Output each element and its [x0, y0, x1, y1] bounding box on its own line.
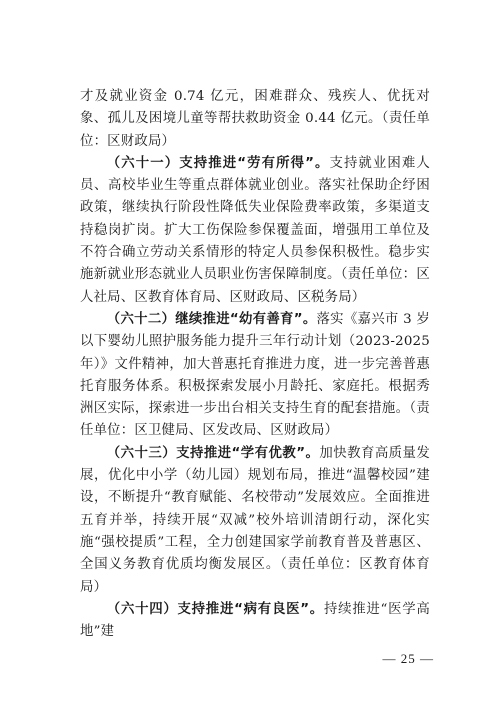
paragraph-text: 加快教育高质量发展，优化中小学（幼儿园）规划布局，推进“温馨校园”建设，不断提升“教育赋能、名校带动”发展效应。全面推进五育并举，持续开展“双减”校外培训清朗行动，深化实施“强校提质”工程，全力创建国家学前教育普及普惠区、全国义务教育优质均衡发展区。（责任单位：区教育体育局）: [80, 445, 430, 595]
document-body: [80, 86, 430, 643]
paragraph-text: 持续推进“医学高地”建: [80, 601, 430, 640]
section-heading: （六十四）支持推进“病有良医”。: [106, 601, 324, 617]
paragraph-section-62: [80, 309, 430, 443]
section-heading: （六十三）支持推进“学有优教”。: [106, 445, 320, 461]
paragraph-text: 才及就业资金 0.74 亿元，困难群众、残疾人、优抚对象、孤儿及困境儿童等帮扶救助资金 0.44 亿元。（责任单位：区财政局）: [80, 89, 430, 149]
paragraph-text: 落实《嘉兴市 3 岁以下婴幼儿照护服务能力提升三年行动计划（2023-2025 年）》文件精神，加大普惠托育推进力度，进一步完善普惠托育服务体系。积极探索发展小月龄托、家庭托。根据秀洲区实际，探索进一步出台相关支持生育的配套措施。（责任单位：区卫健局、区发改局、区财政局）: [80, 311, 430, 439]
paragraph-section-63: [80, 443, 430, 599]
section-heading: （六十一）支持推进“劳有所得”。: [106, 155, 330, 171]
paragraph-section-64: [80, 599, 430, 644]
paragraph-text: 支持就业困难人员、高校毕业生等重点群体就业创业。落实社保助企纾困政策，继续执行阶段性降低失业保险费率政策，多渠道支持稳岗扩岗。扩大工伤保险参保覆盖面，增强用工单位及不符合确立劳动关系情形的特定人员参保积极性。稳步实施新就业形态就业人员职业伤害保障制度。（责任单位：区人社局、区教育体育局、区财政局、区税务局）: [80, 155, 430, 305]
section-heading: （六十二）继续推进“幼有善育”。: [106, 311, 317, 327]
page-number: — 25 —: [382, 651, 434, 666]
paragraph-continuation: [80, 86, 430, 153]
paragraph-section-61: [80, 153, 430, 309]
